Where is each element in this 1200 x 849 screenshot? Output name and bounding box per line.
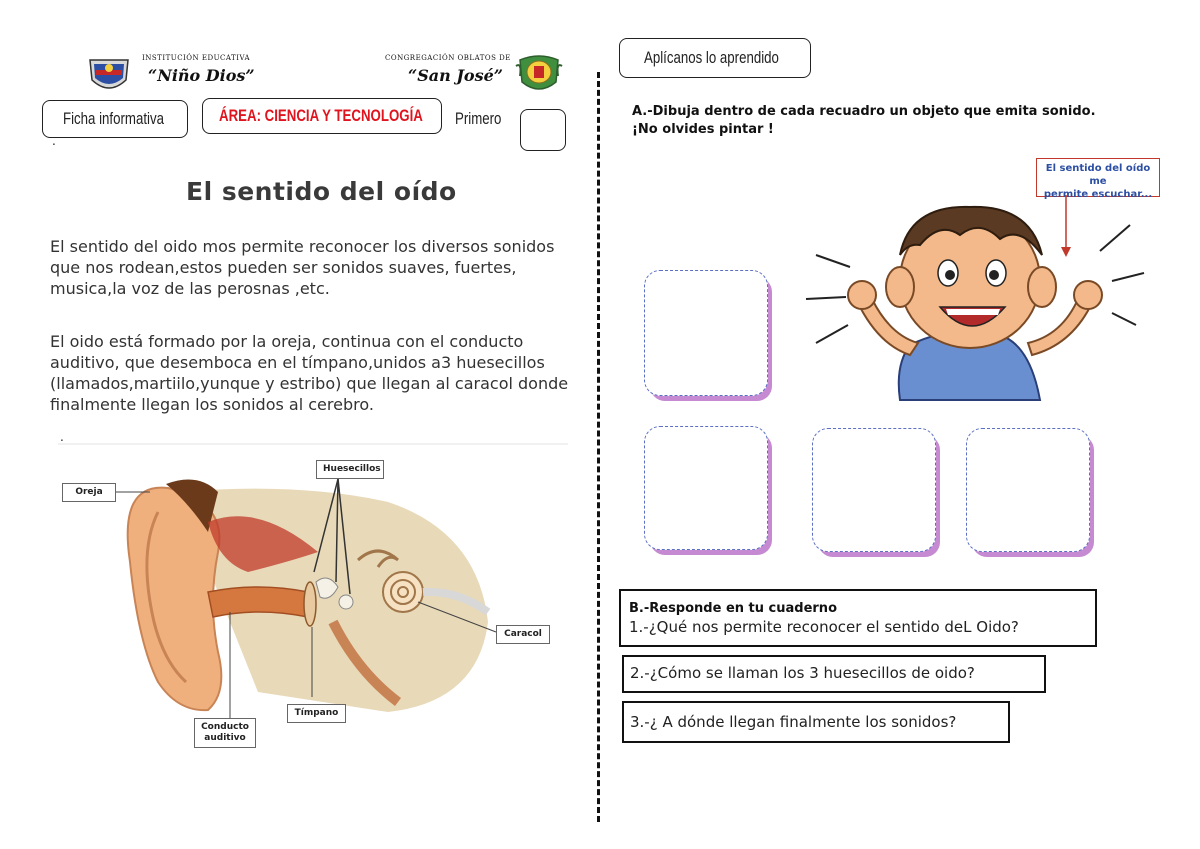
grade-label: Primero [455,109,502,128]
drawing-box-2[interactable] [644,426,768,550]
page-title: El sentido del oído [186,177,457,206]
drawing-box-3[interactable] [812,428,936,552]
area-label-box [202,98,442,134]
question-3: 3.-¿ A dónde llegan finalmente los sonidos? [630,713,957,731]
stray-dot: . [52,134,56,148]
cochlea-shape [383,572,423,612]
apply-tab-label: Aplícanos lo aprendido [644,48,779,67]
tympanum-shape [304,582,316,626]
section-b-title: B.-Responde en tu cuaderno [629,601,837,616]
stray-dot-2: . [60,430,64,444]
right-institution-name: “San José” [408,66,503,85]
speech-bubble-line1: El sentido del oído me [1045,163,1151,187]
question-2: 2.-¿Cómo se llaman los 3 huesecillos de oido? [630,664,975,682]
label-huesecillos: Huesecillos [316,460,384,479]
drawing-box-1[interactable] [644,270,768,396]
left-institution-small: INSTITUCIÓN EDUCATIVA [142,54,251,62]
page-divider [597,72,600,822]
cartoon-boy-illustration [800,195,1160,409]
label-oreja: Oreja [62,483,116,502]
left-crest-logo [86,56,132,100]
ficha-label-box [42,100,188,138]
grade-box[interactable] [520,109,566,151]
label-conducto-line1: Conducto [201,722,249,732]
left-institution-name: “Niño Dios” [148,66,255,85]
question-3-box [622,701,1010,743]
label-conducto-line2: auditivo [204,733,246,743]
drawing-box-4[interactable] [966,428,1090,552]
paragraph-2: El oido está formado por la oreja, continua con el conducto auditivo, que desemboca en el tímpano,unidos a3 huesecillos (llamados,martiilo,yunque y estribo) que llegan al caracol donde finalmente llegan los sonidos al cerebro. [50,332,569,414]
label-timpano: Tímpano [287,704,346,723]
label-conducto-auditivo [194,718,256,748]
paragraph-1: El sentido del oido mos permite reconocer los diversos sonidos que nos rodean,estos pueden ser sonidos suaves, fuertes, musica,la voz de las perosnas ,etc. [50,237,555,298]
area-label: ÁREA: CIENCIA Y TECNOLOGÍA [219,106,423,125]
right-crest-logo [514,52,564,100]
question-1-box [619,589,1097,647]
question-1: 1.-¿Qué nos permite reconocer el sentido deL Oido? [629,618,1019,636]
right-institution-small: CONGREGACIÓN OBLATOS DE [385,54,511,62]
question-2-box [622,655,1046,693]
speech-bubble-line2: permite escuchar... [1043,189,1153,200]
instruction-a-line1: A.-Dibuja dentro de cada recuadro un objeto que emita sonido. [632,104,1096,119]
ficha-label: Ficha informativa [63,109,164,128]
apply-tab-box [619,38,811,78]
label-caracol: Caracol [496,625,550,644]
ear-canal-shape [208,587,308,617]
speech-bubble [1036,158,1160,200]
instruction-a-line2: ¡No olvides pintar ! [632,122,774,137]
